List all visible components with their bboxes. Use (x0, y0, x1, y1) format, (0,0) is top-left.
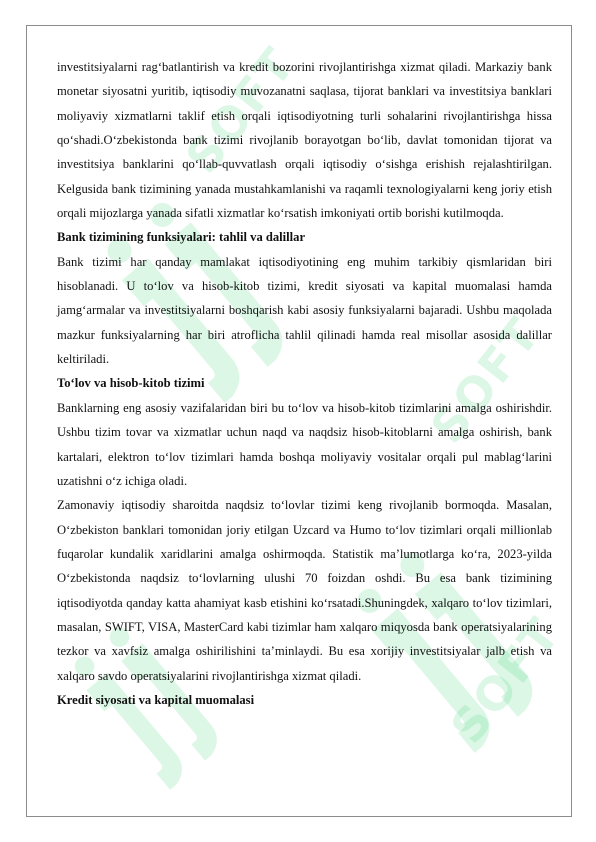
section-heading-bank-functions: Bank tizimining funksiyalari: tahlil va dalillar (57, 230, 306, 245)
paragraph-intro-continuation: investitsiyalarni rag‘batlantirish va kredit bozorini rivojlantirishga xizmat qiladi. Markaziy bank monetar siyosatni yuritib, iqtisodiy muvozanatni saqlasa, tijorat banklari va investitsiya banklari moliyaviy xizmatlarni taklif etish orqali iqtisodiyotning turli sohalarini rivojlantirishga hissa qo‘shadi.O‘zbekistonda bank tizimi rivojlanib borayotgan bo‘lib, davlat tomonidan tijorat va investitsiya banklarini qo‘llab-quvvatlash orqali iqtisodiy o‘sishga erishish rejalashtirilgan. Kelgusida bank tizimining yanada mustahkamlanishi va raqamli texnologiyalarni keng joriy etish orqali mijozlarga yanada sifatli xizmatlar ko‘rsatish imkoniyati ortib borishi kutilmoqda. (57, 60, 552, 221)
paragraph-bank-functions: Bank tizimi har qanday mamlakat iqtisodiyotining eng muhim tarkibiy qismlaridan biri hisoblanadi. U to‘lov va hisob-kitob tizimi, kredit siyosati va kapital muomalasi hamda jamg‘armalar va investitsiyalarni boshqarish kabi asosiy funksiyalarni bajaradi. Ushbu maqolada mazkur funksiyalarning har biri atroflicha tahlil qilinadi hamda real misollar asosida dalillar keltiriladi. (57, 254, 552, 367)
document-body (57, 55, 552, 712)
section-heading-payments: To‘lov va hisob-kitob tizimi (57, 376, 205, 391)
paragraph-cashless-payments: Zamonaviy iqtisodiy sharoitda naqdsiz to‘lovlar tizimi keng rivojlanib bormoqda. Masalan, O‘zbekiston banklari tomonidan joriy etilgan Uzcard va Humo to‘lov tizimlari orqali millionlab fuqarolar kundalik xaridlarini amalga oshirmoqda. Statistik ma’lumotlarga ko‘ra, 2023-yilda O‘zbekistonda naqdsiz to‘lovlarning ulushi 70 foizdan oshdi. Bu esa bank tizimining iqtisodiyotda qanday katta ahamiyat kasb etishini ko‘rsatadi.Shuningdek, xalqaro to‘lov tizimlari, masalan, SWIFT, VISA, MasterCard kabi tizimlar ham xalqaro miqyosda bank operatsiyalarining tezkor va xavfsiz amalga oshirilishini ta’minlaydi. Bu esa xorijiy investitsiyalar jalb etish va xalqaro savdo operatsiyalarini rivojlantirishga xizmat qiladi. (57, 498, 552, 683)
watermark-word: SOFT (440, 607, 571, 754)
watermark-word: SOFT (175, 37, 306, 184)
paragraph-payments: Banklarning eng asosiy vazifalaridan biri bu to‘lov va hisob-kitob tizimlarini amalga oshirishdir. Ushbu tizim tovar va xizmatlar uchun naqd va naqdsiz hisob-kitoblarni amalga oshirish, bank kartalari, elektron to‘lov tizimlari hamda boshqa moliyaviy vositalar orqali pul mablag‘larini uzatishni o‘z ichiga oladi. (57, 400, 552, 488)
section-heading-credit-policy: Kredit siyosati va kapital muomalasi (57, 692, 255, 707)
watermark-word: SOFT (420, 307, 551, 454)
